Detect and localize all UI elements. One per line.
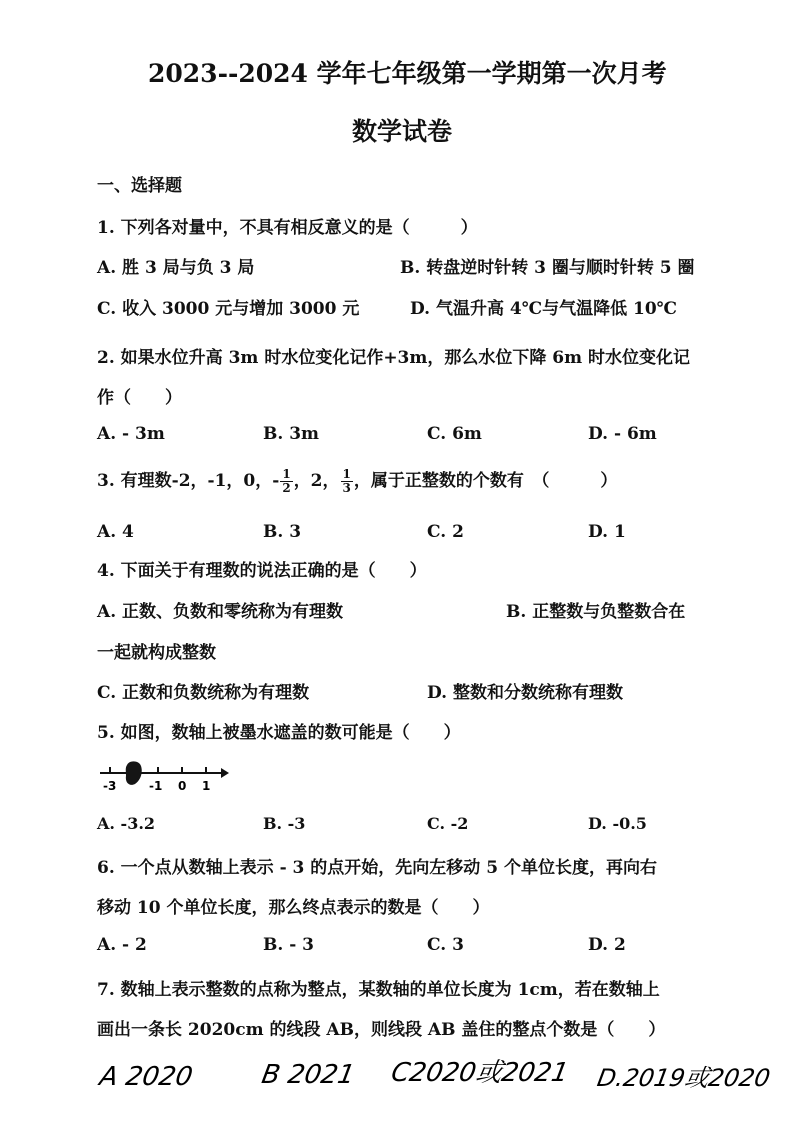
question-3-option-c: C. 2 — [427, 522, 464, 542]
handwritten-option-d: D.2019或2020 — [595, 1064, 773, 1092]
axis-label-neg1: -1 — [149, 779, 163, 793]
question-5-option-b: B. -3 — [263, 814, 306, 833]
question-4-stem: 4. 下面关于有理数的说法正确的是（ ） — [97, 561, 427, 581]
question-1-option-d: D. 气温升高 4℃与气温降低 10℃ — [410, 299, 678, 319]
question-6-stem-line1: 6. 一个点从数轴上表示 - 3 的点开始，先向左移动 5 个单位长度，再向右 — [97, 858, 657, 878]
handwritten-option-a: A 2020 — [97, 1062, 195, 1092]
number-line-arrow — [221, 768, 229, 778]
number-line-figure — [95, 758, 235, 798]
fraction-denominator: 2 — [282, 481, 291, 495]
question-2-option-a: A. - 3m — [97, 424, 165, 444]
question-1-stem: 1. 下列各对量中，不具有相反意义的是（ ） — [97, 218, 478, 238]
question-4-option-b-line2: 一起就构成整数 — [97, 643, 216, 663]
question-2-stem-line2: 作（ ） — [97, 388, 182, 408]
question-1-option-a: A. 胜 3 局与负 3 局 — [97, 258, 255, 278]
question-5-option-a: A. -3.2 — [97, 814, 156, 833]
question-2-stem-line1: 2. 如果水位升高 3m 时水位变化记作+3m，那么水位下降 6m 时水位变化记 — [97, 348, 691, 368]
question-3-option-d: D. 1 — [588, 522, 626, 542]
question-3-stem-prefix: 3. 有理数-2，-1，0，- — [97, 471, 280, 491]
ink-blot — [126, 761, 142, 785]
question-6-option-d: D. 2 — [588, 935, 626, 955]
question-6-stem-line2: 移动 10 个单位长度，那么终点表示的数是（ ） — [97, 898, 490, 918]
question-4-option-b-line1: B. 正整数与负整数合在 — [506, 602, 686, 622]
question-6-option-a: A. - 2 — [97, 935, 147, 955]
fraction-one-third — [341, 468, 353, 495]
question-2-option-d: D. - 6m — [588, 424, 657, 444]
question-3-stem-suffix: ，属于正整数的个数有 （ ） — [353, 471, 618, 491]
handwritten-option-c: C2020或2021 — [388, 1058, 571, 1088]
exam-subtitle: 数学试卷 — [352, 117, 453, 146]
question-4-option-a: A. 正数、负数和零统称为有理数 — [97, 602, 344, 622]
question-2-option-b: B. 3m — [263, 424, 320, 444]
handwritten-option-b: B 2021 — [259, 1060, 357, 1090]
question-1-option-b: B. 转盘逆时针转 3 圈与顺时针转 5 圈 — [400, 258, 695, 278]
fraction-numerator: 1 — [282, 467, 291, 481]
question-7-stem-line1: 7. 数轴上表示整数的点称为整点，某数轴的单位长度为 1cm，若在数轴上 — [97, 980, 660, 1000]
question-7-stem-line2: 画出一条长 2020cm 的线段 AB，则线段 AB 盖住的整点个数是（ ） — [97, 1020, 666, 1040]
question-6-option-c: C. 3 — [427, 935, 464, 955]
question-2-option-c: C. 6m — [427, 424, 482, 444]
section-heading: 一、选择题 — [97, 176, 182, 196]
exam-title: 2023--2024 学年七年级第一学期第一次月考 — [148, 59, 667, 88]
question-3-option-b: B. 3 — [263, 522, 302, 542]
question-1-option-c: C. 收入 3000 元与增加 3000 元 — [97, 299, 360, 319]
question-3-stem — [97, 466, 617, 495]
question-5-option-d: D. -0.5 — [588, 814, 647, 833]
question-4-option-d: D. 整数和分数统称有理数 — [427, 683, 623, 703]
question-3-stem-mid: ，2， — [293, 471, 340, 491]
fraction-numerator: 1 — [342, 467, 351, 481]
question-3-option-a: A. 4 — [97, 522, 134, 542]
question-6-option-b: B. - 3 — [263, 935, 315, 955]
question-4-option-c: C. 正数和负数统称为有理数 — [97, 683, 310, 703]
question-5-stem: 5. 如图，数轴上被墨水遮盖的数可能是（ ） — [97, 723, 461, 743]
fraction-denominator: 3 — [342, 481, 351, 495]
question-5-option-c: C. -2 — [427, 814, 469, 833]
axis-label-one: 1 — [202, 779, 211, 793]
axis-label-neg3: -3 — [103, 779, 117, 793]
axis-label-zero: 0 — [178, 779, 187, 793]
fraction-one-half — [280, 468, 292, 495]
